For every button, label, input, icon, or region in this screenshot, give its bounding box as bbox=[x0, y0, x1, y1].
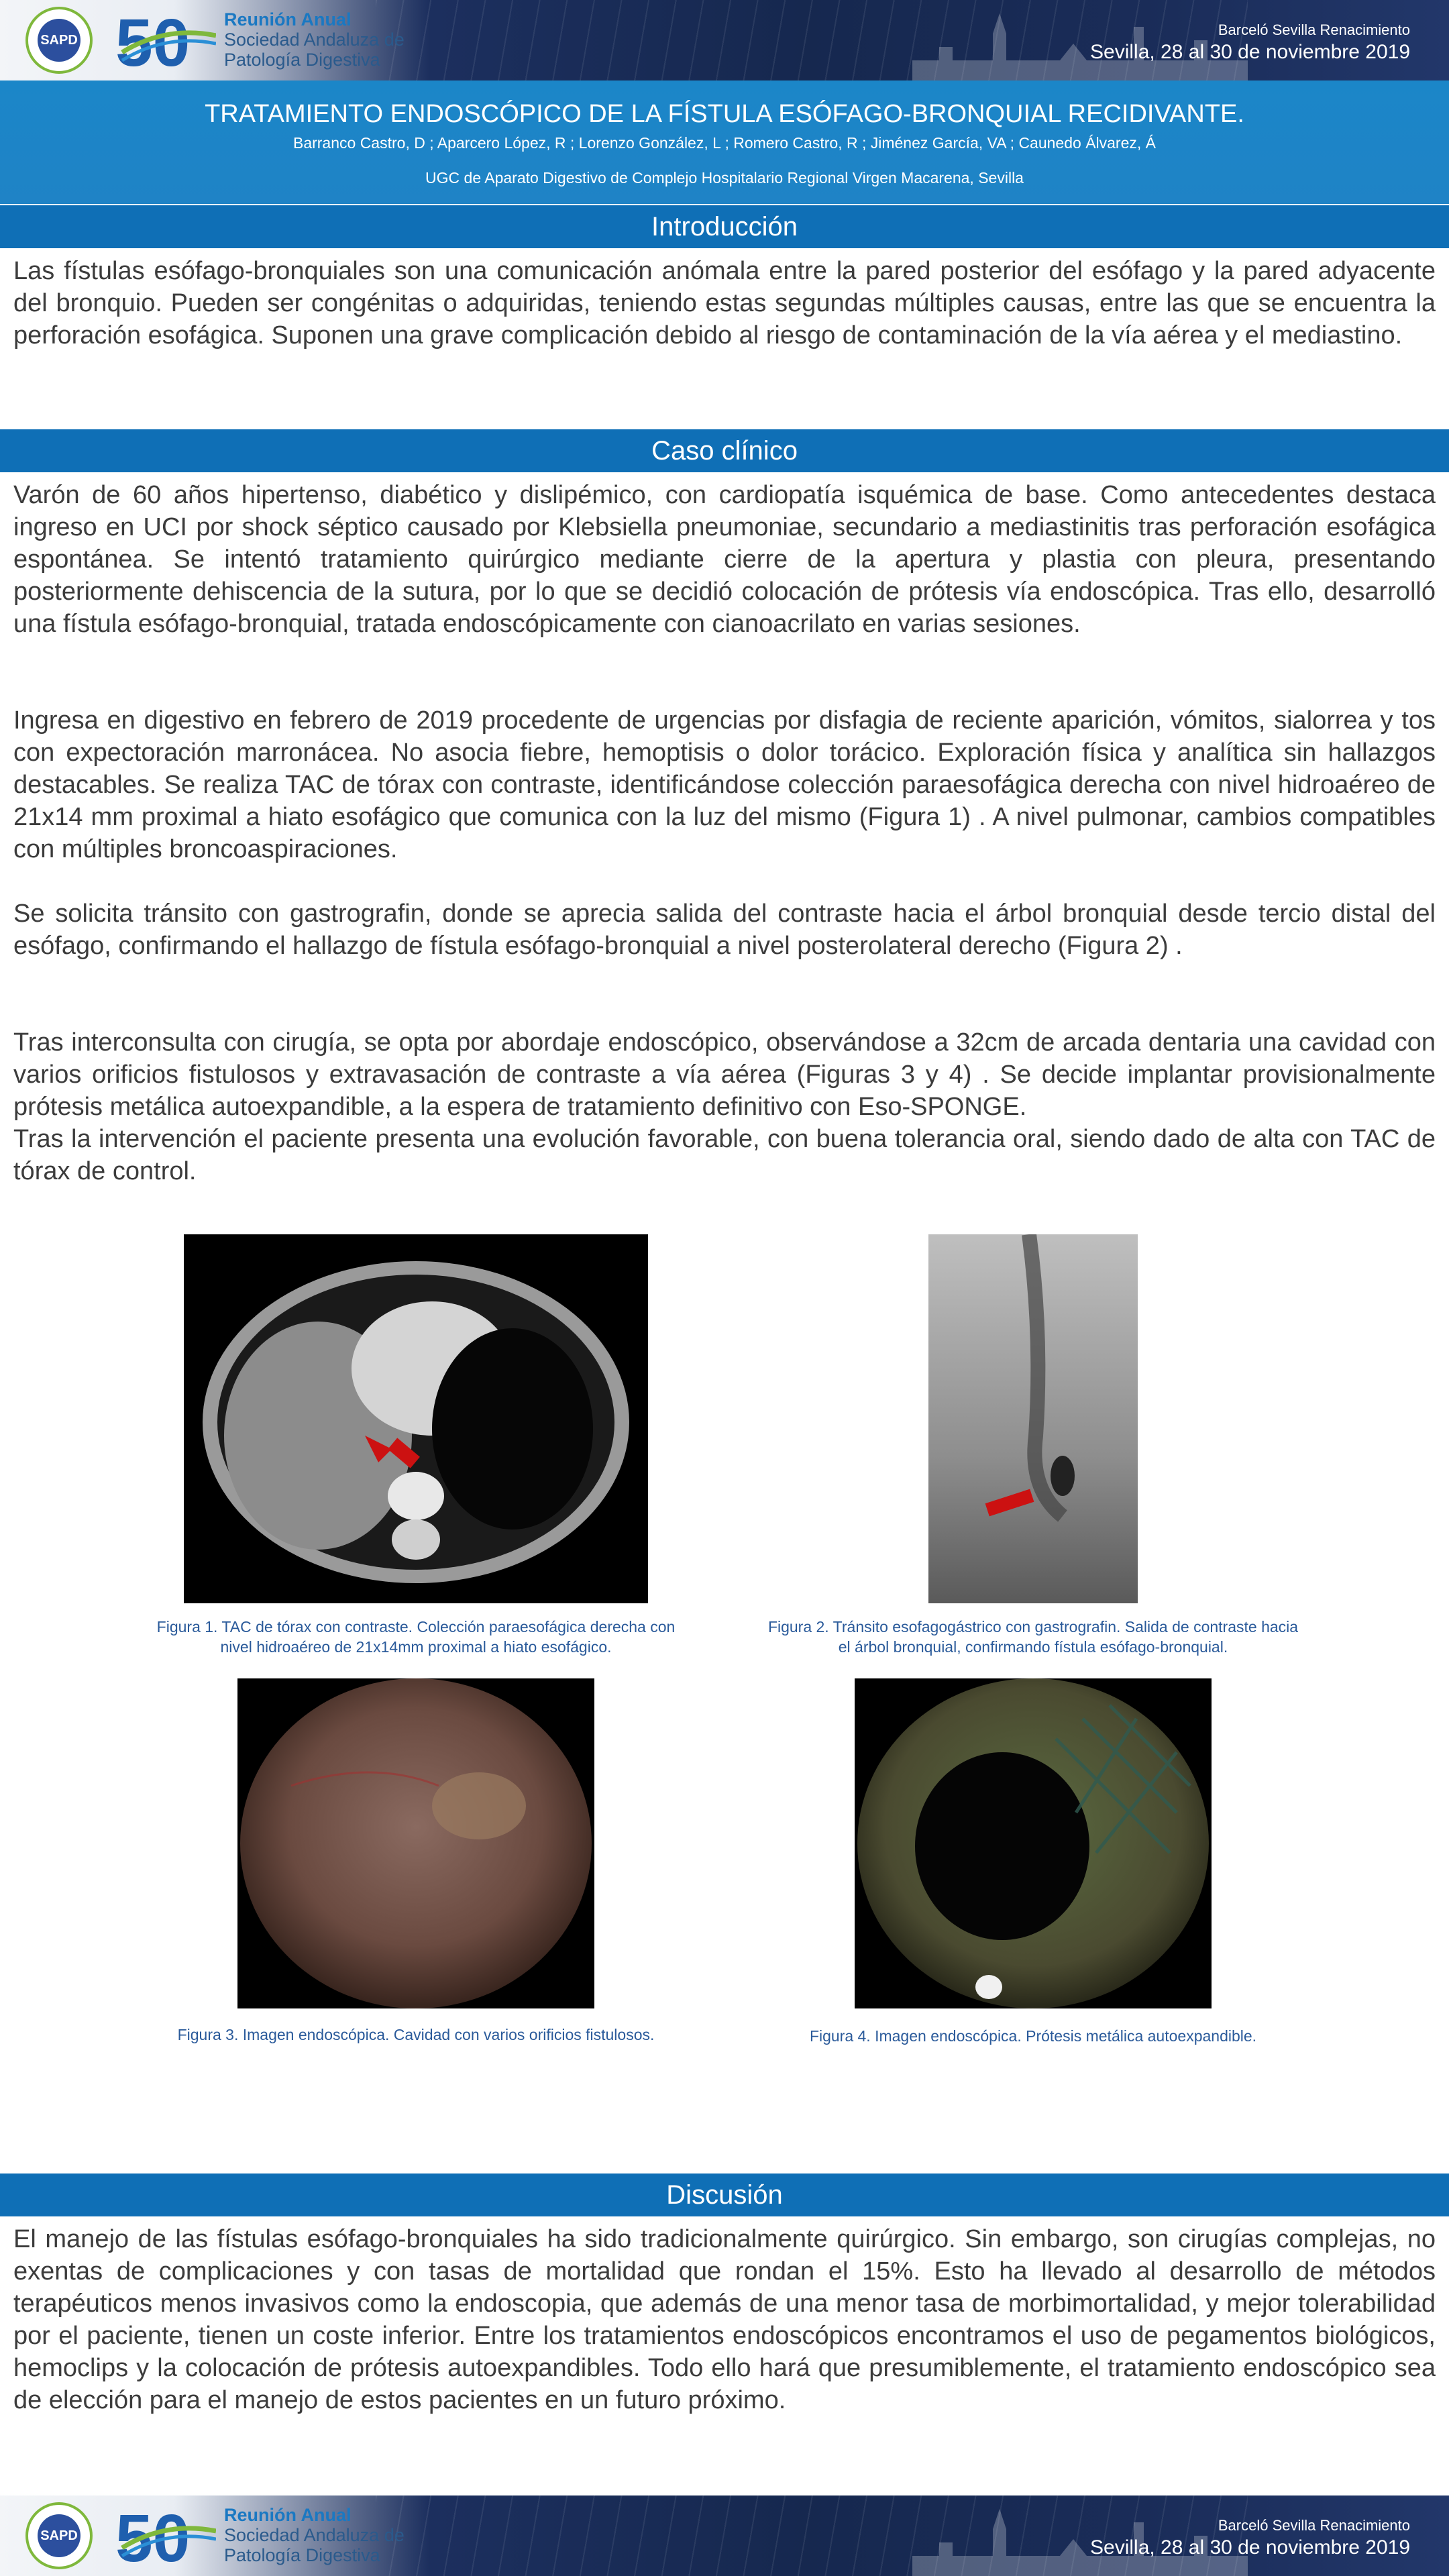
event-name-line1: Reunión Anual bbox=[224, 9, 352, 30]
endoscopy-stent-illustration bbox=[855, 1678, 1212, 2008]
sapd-logo-text: SAPD bbox=[38, 19, 80, 62]
sapd-logo-text: SAPD bbox=[38, 2514, 80, 2557]
bottom-banner bbox=[0, 2496, 1449, 2576]
svg-text:50: 50 bbox=[115, 5, 191, 75]
fifty-anniversary-logo bbox=[115, 2501, 216, 2571]
section-heading-caso-clinico: Caso clínico bbox=[0, 429, 1449, 472]
venue-name: Barceló Sevilla Renacimiento bbox=[1218, 21, 1410, 38]
sapd-logo bbox=[25, 7, 93, 74]
poster-title: TRATAMIENTO ENDOSCÓPICO DE LA FÍSTULA ESÓFAGO-BRONQUIAL RECIDIVANTE. bbox=[205, 100, 1244, 128]
intro-paragraph: Las fístulas esófago-bronquiales son una comunicación anómala entre la pared posterior del esófago y la pared adyacente del bronquio. Pueden ser congénitas o adquiridas, teniendo estas segundas múltiples causas, entre las que se encuentra la perforación esofágica. Suponen una grave complicación debido al riesgo de contaminación de la vía aérea y el mediastino. bbox=[13, 257, 1436, 350]
figure-4-caption: Figura 4. Imagen endoscópica. Prótesis metálica autoexpandible. bbox=[809, 2027, 1257, 2045]
discusion-paragraph: El manejo de las fístulas esófago-bronquiales ha sido tradicionalmente quirúrgico. Sin embargo, son cirugías complejas, no exentas de complicaciones y con tasas de mortalidad que rondan el 15%. Esto ha llevado al desarrollo de métodos terapéuticos menos invasivos como la endoscopia, que además de una menor tasa de morbimortalidad, y mejor tolerabilidad por el paciente, tienen un coste inferior. Entre los tratamientos endoscópicos encontramos el uso de pegamentos biológicos, hemoclips y la colocación de prótesis autoexpandibles. Todo ello hará que presumiblemente, el tratamiento endoscópico sea de elección para el manejo de estos pacientes en un futuro próximo. bbox=[13, 2225, 1436, 2414]
event-name bbox=[224, 9, 405, 70]
event-name-line3: Patología Digestiva bbox=[224, 2545, 380, 2565]
caso-paragraph-1: Varón de 60 años hipertenso, diabético y dislipémico, con cardiopatía isquémica de base. Como antecedentes destaca ingreso en UCI por shock séptico causado por Klebsiella pneumoniae, secundario a mediastinitis tras perforación esofágica espontánea. Se intentó tratamiento quirúrgico mediante cierre de la apertura y plastia con pleura, presentando posteriormente dehiscencia de la sutura, por lo que se decidió colocación de prótesis vía endoscópica. Tras ello, desarrolló una fístula esófago-bronquial, tratada endoscópicamente con cianoacrilato en varias sesiones. bbox=[13, 481, 1436, 638]
event-name bbox=[224, 2505, 405, 2565]
figure-3-endoscopy-image bbox=[237, 1678, 594, 2008]
event-venue bbox=[1090, 2516, 1410, 2560]
event-dates: Sevilla, 28 al 30 de noviembre 2019 bbox=[1090, 2536, 1410, 2559]
event-name-line1: Reunión Anual bbox=[224, 2505, 352, 2525]
top-banner bbox=[0, 0, 1449, 80]
event-venue bbox=[1090, 20, 1410, 64]
caso-paragraph-3: Se solicita tránsito con gastrografin, donde se aprecia salida del contraste hacia el árbol bronquial desde tercio distal del esófago, confirmando el hallazgo de fístula esófago-bronquial a nivel posterolateral derecho (Figura 2) . bbox=[13, 900, 1436, 960]
svg-text:50: 50 bbox=[115, 2501, 191, 2571]
event-name-line3: Patología Digestiva bbox=[224, 50, 380, 70]
figure-2-gastrografin-image bbox=[928, 1234, 1138, 1603]
event-name-line2: Sociedad Andaluza de bbox=[224, 2525, 405, 2545]
endoscopy-cavity-illustration bbox=[237, 1678, 594, 2008]
figure-1-ct-image bbox=[184, 1234, 648, 1603]
gastrografin-illustration bbox=[928, 1234, 1138, 1603]
event-dates: Sevilla, 28 al 30 de noviembre 2019 bbox=[1090, 41, 1410, 63]
venue-name: Barceló Sevilla Renacimiento bbox=[1218, 2517, 1410, 2534]
ct-scan-illustration bbox=[184, 1234, 648, 1603]
figure-2-caption: Figura 2. Tránsito esofagogástrico con gastrografin. Salida de contraste hacia el árbol bronquial, confirmando fístula esófago-bronquial. bbox=[767, 1618, 1299, 1656]
caso-paragraph-4: Tras interconsulta con cirugía, se opta por abordaje endoscópico, observándose a 32cm de arcada dentaria una cavidad con varios orificios fistulosos y extravasación de contraste a vía aérea (Figuras 3 y 4) . Se decide implantar provisionalmente prótesis metálica autoexpandible, a la espera de tratamiento definitivo con Eso-SPONGE. bbox=[13, 1028, 1436, 1121]
figure-3-caption: Figura 3. Imagen endoscópica. Cavidad con varios orificios fistulosos. bbox=[177, 2026, 655, 2043]
event-name-line2: Sociedad Andaluza de bbox=[224, 30, 405, 50]
figure-1-caption: Figura 1. TAC de tórax con contraste. Colección paraesofágica derecha con nivel hidroaéreo de 21x14mm proximal a hiato esofágico. bbox=[156, 1618, 676, 1656]
figure-4-endoscopy-stent-image bbox=[855, 1678, 1212, 2008]
caso-paragraph-5: Tras la intervención el paciente presenta una evolución favorable, con buena tolerancia oral, siendo dado de alta con TAC de tórax de control. bbox=[13, 1125, 1436, 1185]
poster-authors: Barranco Castro, D ; Aparcero López, R ; Lorenzo González, L ; Romero Castro, R ; Jiménez García, VA ; Caunedo Álvarez, Á bbox=[292, 134, 1157, 152]
section-heading-discusion: Discusión bbox=[0, 2174, 1449, 2216]
fifty-anniversary-logo bbox=[115, 5, 216, 75]
caso-paragraph-2: Ingresa en digestivo en febrero de 2019 procedente de urgencias por disfagia de reciente aparición, vómitos, sialorrea y tos con expectoración marronácea. No asocia fiebre, hemoptisis o dolor torácico. Exploración física y analítica sin hallazgos destacables. Se realiza TAC de tórax con contraste, identificándose colección paraesofágica derecha con nivel hidroaéreo de 21x14 mm proximal a hiato esofágico que comunica con la luz del mismo (Figura 1) . A nivel pulmonar, cambios compatibles con múltiples broncoaspiraciones. bbox=[13, 706, 1436, 863]
poster-affiliation: UGC de Aparato Digestivo de Complejo Hospitalario Regional Virgen Macarena, Sevilla bbox=[425, 169, 1024, 186]
sapd-logo bbox=[25, 2502, 93, 2569]
section-heading-introduccion: Introducción bbox=[0, 205, 1449, 248]
poster-title-block bbox=[0, 80, 1449, 204]
